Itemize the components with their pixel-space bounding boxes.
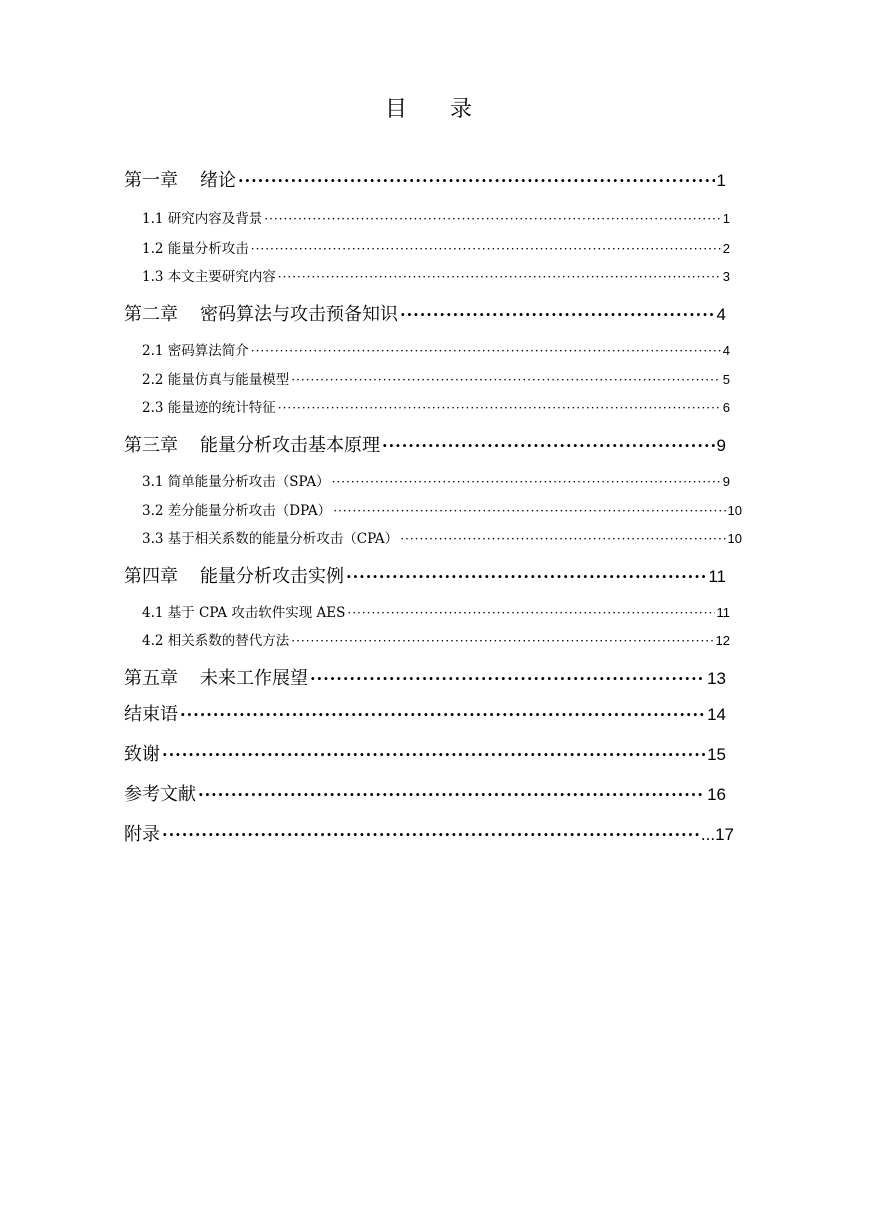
toc-section-3-3[interactable] <box>142 529 742 549</box>
dot-leader <box>264 209 721 229</box>
dot-leader <box>332 472 721 492</box>
toc-chapter-3[interactable] <box>124 433 726 459</box>
page-number: 14 <box>707 705 726 724</box>
toc-conclusion[interactable] <box>124 702 726 728</box>
section-label: 3.3 基于相关系数的能量分析攻击（CPA） <box>142 531 399 547</box>
dot-leader <box>251 239 721 259</box>
toc-section-2-3[interactable] <box>142 398 730 418</box>
dot-leader <box>310 666 705 692</box>
dot-leader <box>238 168 715 194</box>
toc-acknowledgements[interactable] <box>124 742 726 768</box>
page-number: 6 <box>722 400 730 415</box>
chapter-label <box>124 564 344 590</box>
section-label: 2.2 能量仿真与能量模型 <box>142 372 290 388</box>
entry-label: 结束语 <box>124 704 178 725</box>
chapter-number: 第四章 <box>124 566 178 587</box>
dot-leader <box>333 501 725 521</box>
dot-leader <box>346 564 706 590</box>
page-number: 11 <box>716 605 730 620</box>
chapter-label <box>124 302 398 328</box>
dot-leader <box>198 782 705 808</box>
chapter-title: 能量分析攻击实例 <box>200 566 344 587</box>
dot-leader <box>278 267 721 287</box>
chapter-label <box>124 433 380 459</box>
chapter-title: 未来工作展望 <box>200 668 308 689</box>
page-number: 3 <box>722 269 730 284</box>
chapter-number: 第一章 <box>124 170 178 191</box>
toc-section-2-2[interactable] <box>142 370 730 390</box>
page-number: ...17 <box>700 825 734 844</box>
chapter-number: 第三章 <box>124 435 178 456</box>
page-number: 1 <box>722 211 730 226</box>
entry-label: 附录 <box>124 824 160 845</box>
section-label: 2.1 密码算法简介 <box>142 343 249 359</box>
chapter-label <box>124 168 236 194</box>
dot-leader <box>291 370 721 390</box>
chapter-title: 绪论 <box>200 170 236 191</box>
section-label: 2.3 能量迹的统计特征 <box>142 400 276 416</box>
dot-leader <box>382 433 715 459</box>
toc-chapter-4[interactable] <box>124 564 726 590</box>
toc-section-1-3[interactable] <box>142 267 730 287</box>
entry-label: 致谢 <box>124 744 160 765</box>
dot-leader <box>162 822 699 848</box>
page-number: 9 <box>722 474 730 489</box>
dot-leader <box>400 302 715 328</box>
toc-section-3-2[interactable] <box>142 501 742 521</box>
section-label: 1.2 能量分析攻击 <box>142 241 249 257</box>
dot-leader <box>251 341 721 361</box>
page-title: 目 录 <box>385 97 490 122</box>
page-number: 13 <box>707 669 726 688</box>
page-number: 4 <box>716 305 726 324</box>
page-number: 2 <box>722 241 730 256</box>
toc-chapter-2[interactable] <box>124 302 726 328</box>
toc-references[interactable] <box>124 782 726 808</box>
chapter-number: 第二章 <box>124 304 178 325</box>
chapter-number: 第五章 <box>124 668 178 689</box>
section-label: 4.2 相关系数的替代方法 <box>142 633 290 649</box>
page-number: 10 <box>727 503 742 518</box>
dot-leader <box>347 603 714 623</box>
section-label: 4.1 基于 CPA 攻击软件实现 AES <box>142 605 346 621</box>
page-number: 10 <box>727 531 742 546</box>
dot-leader <box>400 529 725 549</box>
toc-section-3-1[interactable] <box>142 472 730 492</box>
dot-leader <box>291 631 713 651</box>
dot-leader <box>180 702 705 728</box>
page-number: 15 <box>707 745 726 764</box>
toc-section-4-2[interactable] <box>142 631 730 651</box>
toc-section-4-1[interactable] <box>142 603 730 623</box>
section-label: 3.2 差分能量分析攻击（DPA） <box>142 503 332 519</box>
toc-section-2-1[interactable] <box>142 341 730 361</box>
page-number: 12 <box>715 633 730 648</box>
toc-chapter-1[interactable] <box>124 168 726 194</box>
chapter-title: 能量分析攻击基本原理 <box>200 435 380 456</box>
page-number: 1 <box>716 171 726 190</box>
section-label: 1.3 本文主要研究内容 <box>142 269 276 285</box>
page-number: 9 <box>716 436 726 455</box>
chapter-title: 密码算法与攻击预备知识 <box>200 304 398 325</box>
page-number: 11 <box>708 567 726 586</box>
toc-section-1-1[interactable] <box>142 209 730 229</box>
page-number: 4 <box>722 343 730 358</box>
entry-label: 参考文献 <box>124 784 196 805</box>
toc-chapter-5[interactable] <box>124 666 726 692</box>
chapter-label <box>124 666 308 692</box>
page-number: 5 <box>722 372 730 387</box>
page-number: 16 <box>707 785 726 804</box>
toc-appendix[interactable] <box>124 822 734 848</box>
dot-leader <box>162 742 705 768</box>
dot-leader <box>278 398 721 418</box>
section-label: 1.1 研究内容及背景 <box>142 211 263 227</box>
toc-section-1-2[interactable] <box>142 239 730 259</box>
section-label: 3.1 简单能量分析攻击（SPA） <box>142 474 330 490</box>
